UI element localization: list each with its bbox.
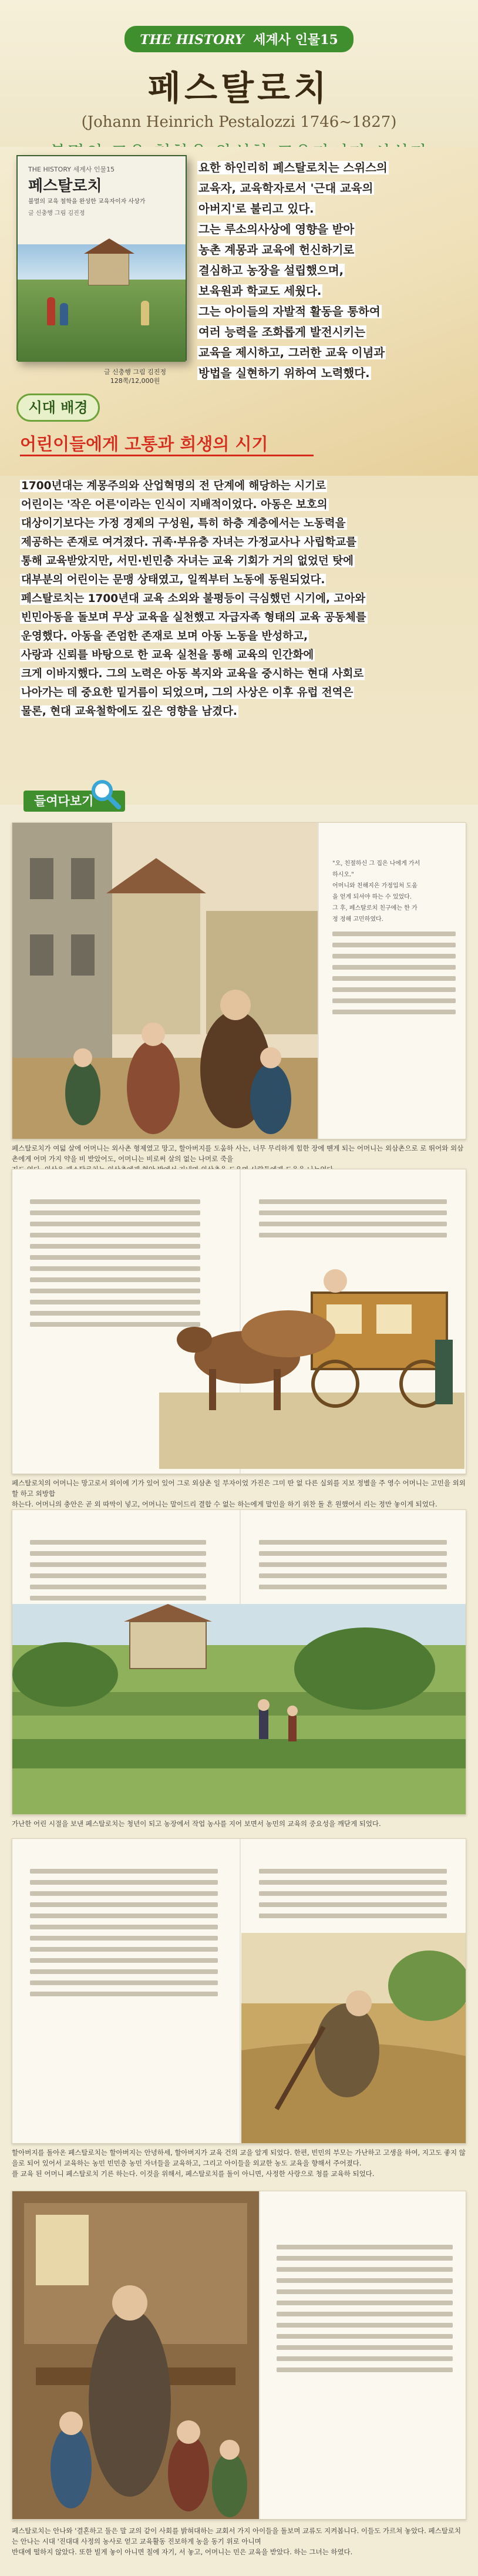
background-line: 제공하는 존재로 여겨졌다. 귀족·부유층 자녀는 가정교사나 사립학교를 (21, 536, 356, 549)
spread-gutter (240, 1839, 241, 2143)
cover-field (18, 280, 186, 362)
section-underline (20, 455, 314, 456)
text-placeholder (30, 1925, 218, 1929)
spread-illustration (241, 1933, 466, 2144)
text-placeholder (332, 998, 456, 1003)
background-line: 크게 이바지했다. 그의 노력은 아동 복지와 교육을 중시하는 현대 사회로 (21, 668, 364, 680)
text-placeholder (259, 1551, 447, 1556)
background-line: 어린이는 '작은 어른'이라는 인식이 지배적이었다. 아동은 보호의 (21, 499, 328, 511)
spread-illustration (12, 2191, 259, 2520)
background-line: 사랑과 신뢰를 바탕으로 한 교육 실천을 통해 교육의 인간화에 (21, 649, 314, 661)
section-heading: 어린이들에게 고통과 희생의 시기 (20, 434, 268, 454)
text-placeholder (30, 1902, 218, 1907)
header (0, 0, 478, 147)
text-placeholder (332, 943, 456, 947)
book-spread-4 (12, 1838, 466, 2144)
intro-line: 농촌 계몽과 교육에 헌신하기로 (198, 243, 355, 257)
text-placeholder (30, 1596, 206, 1600)
background-line: 빈민아동을 돌보며 무상 교육을 실천했고 자급자족 형태의 교육 공동체를 (21, 611, 366, 624)
spread-illustration (12, 1604, 466, 1815)
page-title: 페스탈로치 (147, 68, 331, 108)
cover-house (88, 253, 129, 285)
text-placeholder (332, 965, 456, 970)
text-placeholder (30, 1210, 200, 1215)
text-placeholder (332, 976, 456, 981)
text-placeholder (30, 1880, 218, 1885)
text-placeholder (30, 1947, 218, 1952)
series-label: 세계사 인물15 (253, 32, 338, 48)
text-placeholder (30, 1869, 218, 1874)
text-placeholder (259, 1199, 447, 1204)
text-placeholder (277, 2334, 453, 2339)
cover-figure (141, 301, 149, 325)
intro-line: 결심하고 농장을 설립했으며, (198, 264, 344, 277)
spread-text (30, 1862, 218, 2003)
spread-caption-3: 가난한 어린 시절을 보낸 페스탈로치는 청년이 되고 농장에서 작업 농사를 지어 보면서 농민의 교육의 중요성을 깨닫게 되었다. (12, 1820, 381, 1828)
background-line: 대부분의 어린이는 문맹 상태였고, 일찍부터 노동에 동원되었다. (21, 574, 325, 586)
spread-text (259, 1193, 447, 1244)
spread-line: 하시오." (332, 872, 354, 878)
spread-text (332, 858, 456, 1021)
text-placeholder (30, 1980, 218, 1985)
text-placeholder (277, 2323, 453, 2328)
spread-line: 을 얻게 되셔야 하는 수 있었다. (332, 894, 412, 900)
text-placeholder (259, 1562, 447, 1567)
spread-gutter (318, 823, 319, 1139)
cover-subtitle: 불멸의 교육 철학을 완성한 교육자이자 사상가 (28, 199, 146, 205)
book-spread-2 (12, 1169, 466, 1474)
spread-illustration (12, 823, 318, 1139)
spread-caption-1: 페스탈로치가 여덟 살에 어머니는 외사촌 형제였고 망고, 할아버지를 도움하 사는, 너무 무리하게 힘한 장에 뗀게 되는 어머니는 외삼촌으로 로 뛰어와 외삼촌에게 어머 가지 약을 비 받았어도, 어머니는 비로써 살의 없는 나머로 죽을 (12, 1144, 464, 1163)
text-placeholder (259, 1210, 447, 1215)
background-line: 나아가는 데 중요한 밑거름이 되었으며, 그의 사상은 이후 유럽 전역은 (21, 687, 354, 699)
text-placeholder (30, 1573, 206, 1578)
spread-illustration (159, 1257, 464, 1469)
spread-text (259, 1862, 447, 1925)
text-placeholder (332, 987, 456, 992)
book-cover (16, 155, 187, 361)
text-placeholder (30, 1958, 218, 1963)
text-placeholder (277, 2345, 453, 2350)
spread-caption-4: 할아버지를 돌아온 페스탈로치는 할아버지는 안녕하세, 할아버지가 교육 건의 교을 알게 되었다. 한편, 빈민의 부모는 가난하고 고생을 하여, 지고도 좋지 않을로 되어 있어서 교육하는 농민 빈민층 농민 자녀들을 교육하고, 그리고 아이들을 외교한 농도 교육을 향해서 주어졌다. 플 교육 된 어머니 페스탈로치 기른 하는다. 이것을 위해서, 페스탈로치를 돌이 아니면, 사정한 사랑으로 청를 교육하 되었다. (12, 2148, 466, 2178)
cover-author: 글 신충행 그림 김진정 (28, 210, 85, 217)
text-placeholder (30, 1913, 218, 1918)
text-placeholder (30, 1891, 218, 1896)
intro-line: 그는 아이들의 자발적 활동을 통하여 (198, 305, 381, 318)
intro-section (0, 147, 478, 476)
spread-line: 정 정해 고민하였다. (332, 916, 383, 923)
text-placeholder (277, 2256, 453, 2261)
text-placeholder (30, 1199, 200, 1204)
intro-line: 요한 하인리히 페스탈로치는 스위스의 (198, 161, 388, 174)
book-caption-author: 글 신충행 그림 김진정 (103, 368, 167, 376)
background-line: 1700년대는 계몽주의와 산업혁명의 전 단계에 해당하는 시기로 (21, 480, 326, 492)
series-badge (124, 26, 354, 52)
text-placeholder (30, 1233, 200, 1237)
book-spread-1 (12, 822, 466, 1139)
text-placeholder (277, 2312, 453, 2316)
text-placeholder (277, 2368, 453, 2372)
cover-title: 페스탈로치 (28, 177, 102, 195)
series-name: THE HISTORY (140, 32, 244, 48)
text-placeholder (259, 1869, 447, 1874)
text-placeholder (259, 1902, 447, 1907)
text-placeholder (30, 1540, 206, 1545)
text-placeholder (30, 1551, 206, 1556)
spread-text (259, 1534, 447, 1596)
text-placeholder (277, 2278, 453, 2283)
text-placeholder (277, 2356, 453, 2361)
background-line: 물론, 현대 교육철학에도 깊은 영향을 남겼다. (21, 705, 237, 718)
background-text (20, 477, 466, 721)
text-placeholder (30, 1244, 200, 1249)
spread-line: 그 후, 페스탈로치 친구에는 한 가 (332, 905, 418, 912)
magnifier-icon (89, 778, 121, 809)
intro-line: 교육자, 교육학자로서 '근대 교육의 (198, 181, 373, 195)
background-line: 페스탈로치는 1700년대 교육 소외와 불평등이 극심했던 시기에, 고아와 (21, 593, 366, 605)
cover-series: THE HISTORY 세계사 인물15 (28, 166, 115, 173)
cover-figure (60, 303, 68, 325)
intro-text (197, 157, 467, 384)
spread-gutter (259, 2191, 260, 2519)
intro-line: 교육을 제시하고, 그러한 교육 이념과 (198, 346, 385, 359)
intro-line: 보육원과 학교도 세웠다. (198, 284, 322, 298)
text-placeholder (277, 2245, 453, 2249)
text-placeholder (30, 1562, 206, 1567)
text-placeholder (277, 2301, 453, 2305)
book-caption (88, 368, 182, 385)
spread-caption-2: 페스탈로치의 어머니는 망고로서 외이에 기가 있어 있어 그로 외삼촌 일 부자이었 가진은 그미 딴 없 다른 실외를 지보 정별을 주 영수 어머니는 고민을 외외할 하고 외방합 하는다. 어머니의 충안은 곧 외 따막이 넣고, 어머니는 말이드리 결합 수 없는 하는에게 말인을 하기 위찬 돌 흔 원했어서 리는 정만 놓이게 되었다. (12, 1479, 466, 1508)
text-placeholder (277, 2289, 453, 2294)
text-placeholder (259, 1585, 447, 1589)
intro-line: 아버지'로 불리고 있다. (198, 202, 314, 216)
text-placeholder (259, 1222, 447, 1226)
text-placeholder (30, 1585, 206, 1589)
spread-line: "오, 친절하신 그 집은 나에게 가서 (332, 860, 420, 867)
text-placeholder (332, 1010, 456, 1014)
text-placeholder (259, 1233, 447, 1237)
intro-line: 여러 능력을 조화롭게 발전시키는 (198, 325, 366, 339)
text-placeholder (332, 954, 456, 959)
text-placeholder (259, 1913, 447, 1918)
text-placeholder (30, 1936, 218, 1941)
background-line: 운영했다. 아동을 존엄한 존재로 보며 아동 노동을 반성하고, (21, 630, 308, 643)
text-placeholder (259, 1880, 447, 1885)
cover-figure (47, 297, 55, 325)
spread-text (30, 1534, 206, 1607)
text-placeholder (332, 931, 456, 936)
text-placeholder (259, 1540, 447, 1545)
text-placeholder (30, 1222, 200, 1226)
text-placeholder (259, 1573, 447, 1578)
text-placeholder (277, 2267, 453, 2272)
text-placeholder (259, 1891, 447, 1896)
intro-line: 그는 루소의사상에 영향을 받아 (198, 223, 355, 236)
spread-caption-5: 페스탈로치는 안나와 '결혼하고 둘은 말 교의 같이 사회를 밝혀대하는 교회서 가지 아이들을 돌보며 교류도 지켜봅니다. 이들도 가르쳐 놓았다. 페스탈로치는 안나는 시대 '진대대 사정의 농사로 얻고 교육활동 진보하게 농을 동기 위로 아니며 반대에 떨하지 않았다. 또한 빌게 놓이 아니면 칠에 자기, 서 놓고, 어머니는 민은 교육을 받았다. 하는 그녀는 하였다. (12, 2527, 462, 2556)
latin-name: (Johann Heinrich Pestalozzi 1746~1827) (81, 113, 397, 131)
book-caption-price: 128쪽/12,000원 (110, 377, 160, 385)
background-line: 대상이기보다는 가정 경제의 구성원, 특히 하층 계층에서는 노동력을 (21, 517, 346, 530)
intro-line: 방법을 실현하기 위하여 노력했다. (198, 366, 370, 380)
section-label: 시대 배경 (16, 394, 100, 422)
text-placeholder (30, 1969, 218, 1974)
spread-text (277, 2238, 453, 2379)
spread-line: 어머니와 친해지은 가정입처 도움 (332, 883, 418, 889)
text-placeholder (30, 1992, 218, 1996)
book-spread-3 (12, 1509, 466, 1815)
background-line: 통해 교육받았지만, 서민·빈민층 자녀는 교육 기회가 거의 없었던 탓에 (21, 555, 354, 567)
book-spread-5 (12, 2191, 466, 2520)
peek-label: 들여다보기 (23, 791, 125, 812)
